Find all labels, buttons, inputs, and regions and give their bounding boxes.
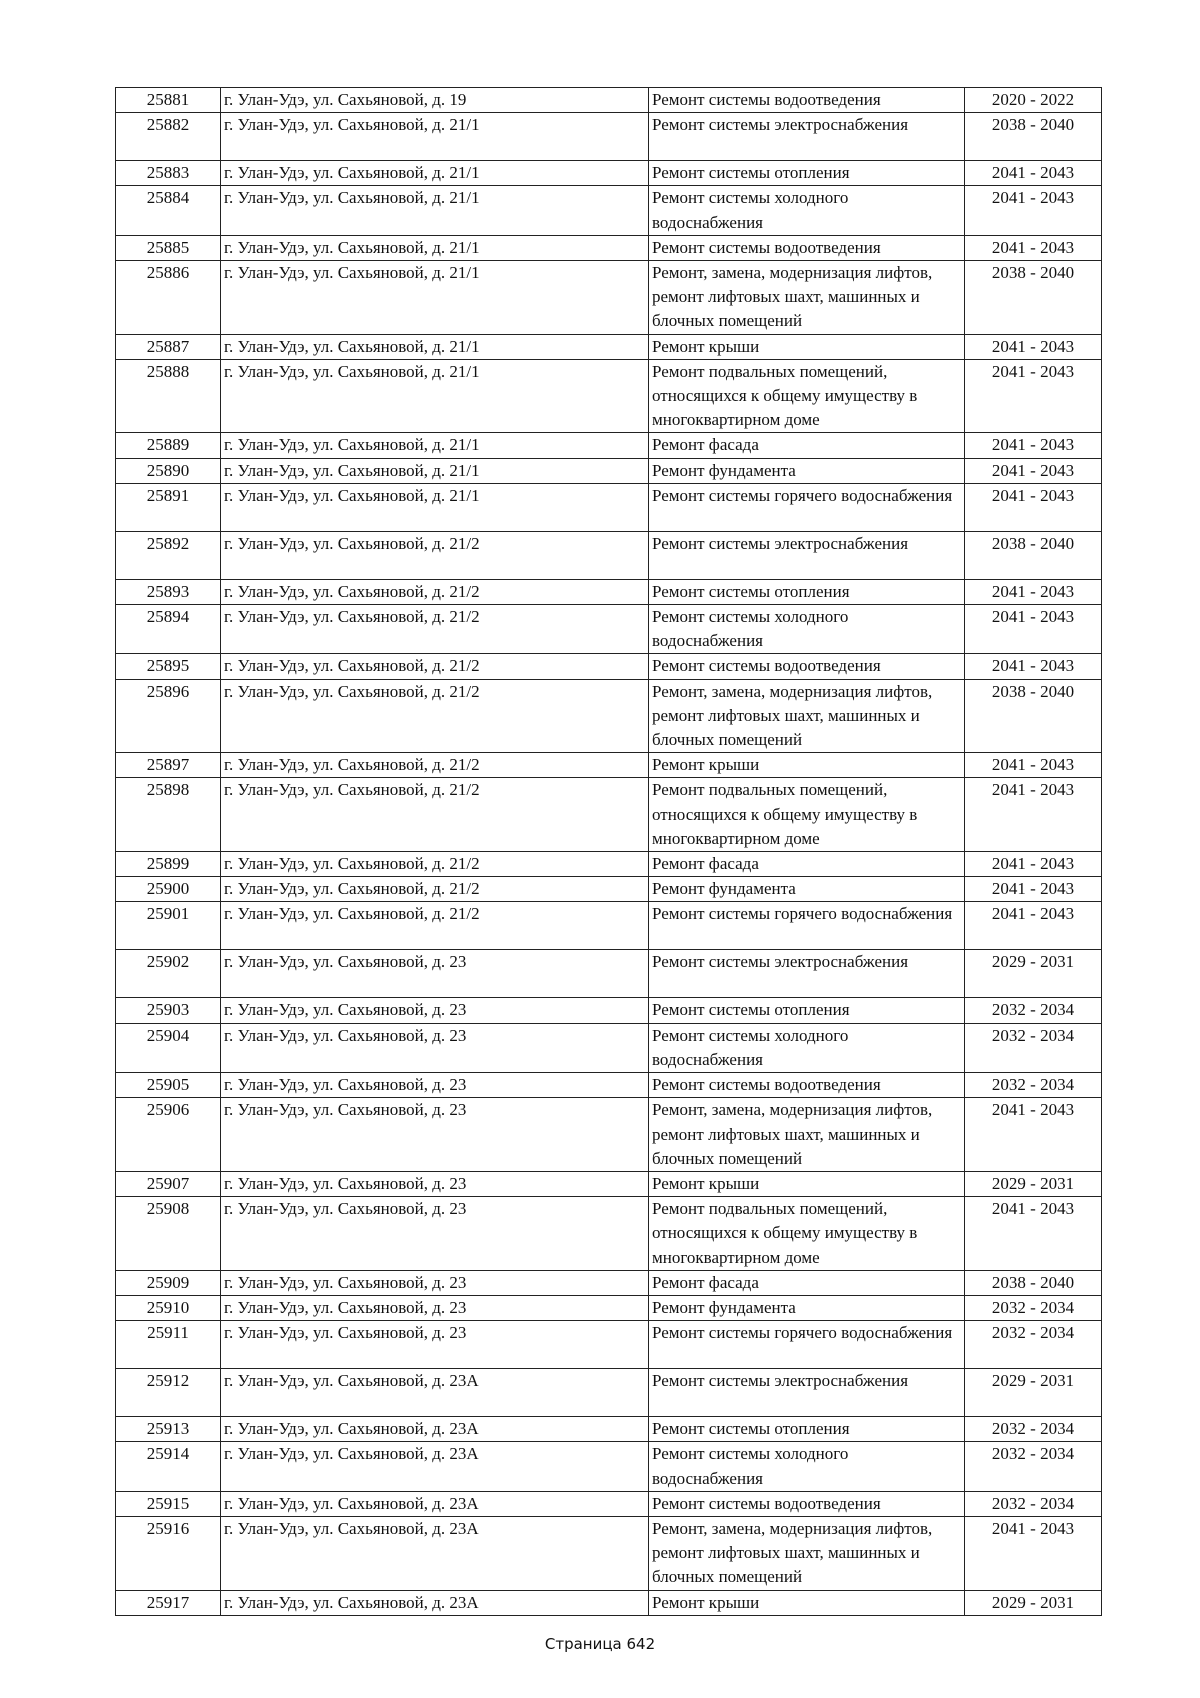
row-number-cell: 25904 xyxy=(116,1023,221,1072)
repair-schedule-table xyxy=(115,87,1102,1616)
period-cell: 2038 - 2040 xyxy=(965,531,1102,579)
row-number-cell: 25884 xyxy=(116,186,221,235)
address-cell: г. Улан-Удэ, ул. Сахьяновой, д. 23А xyxy=(221,1491,649,1516)
work-type-cell: Ремонт, замена, модернизация лифтов, ремонт лифтовых шахт, машинных и блочных помещений xyxy=(649,1098,965,1172)
table-row xyxy=(116,186,1102,235)
period-cell: 2041 - 2043 xyxy=(965,161,1102,186)
period-cell: 2041 - 2043 xyxy=(965,334,1102,359)
work-type-cell: Ремонт системы электроснабжения xyxy=(649,113,965,161)
period-cell: 2041 - 2043 xyxy=(965,579,1102,604)
work-type-cell: Ремонт системы водоотведения xyxy=(649,1491,965,1516)
row-number-cell: 25899 xyxy=(116,852,221,877)
row-number-cell: 25881 xyxy=(116,88,221,113)
address-cell: г. Улан-Удэ, ул. Сахьяновой, д. 21/2 xyxy=(221,654,649,679)
table-row xyxy=(116,1590,1102,1615)
table-row xyxy=(116,88,1102,113)
row-number-cell: 25896 xyxy=(116,679,221,753)
row-number-cell: 25908 xyxy=(116,1197,221,1271)
address-cell: г. Улан-Удэ, ул. Сахьяновой, д. 21/1 xyxy=(221,458,649,483)
table-row xyxy=(116,654,1102,679)
work-type-cell: Ремонт системы холодного водоснабжения xyxy=(649,186,965,235)
page-number: Страница 642 xyxy=(544,1635,656,1653)
table-row xyxy=(116,334,1102,359)
address-cell: г. Улан-Удэ, ул. Сахьяновой, д. 23 xyxy=(221,950,649,998)
period-cell: 2041 - 2043 xyxy=(965,852,1102,877)
period-cell: 2032 - 2034 xyxy=(965,1295,1102,1320)
work-type-cell: Ремонт крыши xyxy=(649,334,965,359)
table-row xyxy=(116,1491,1102,1516)
work-type-cell: Ремонт, замена, модернизация лифтов, ремонт лифтовых шахт, машинных и блочных помещений xyxy=(649,679,965,753)
table-row xyxy=(116,1197,1102,1271)
work-type-cell: Ремонт системы отопления xyxy=(649,579,965,604)
work-type-cell: Ремонт крыши xyxy=(649,753,965,778)
work-type-cell: Ремонт системы отопления xyxy=(649,1417,965,1442)
row-number-cell: 25898 xyxy=(116,778,221,852)
table-row xyxy=(116,753,1102,778)
address-cell: г. Улан-Удэ, ул. Сахьяновой, д. 21/1 xyxy=(221,161,649,186)
period-cell: 2041 - 2043 xyxy=(965,235,1102,260)
period-cell: 2038 - 2040 xyxy=(965,113,1102,161)
row-number-cell: 25917 xyxy=(116,1590,221,1615)
row-number-cell: 25891 xyxy=(116,483,221,531)
address-cell: г. Улан-Удэ, ул. Сахьяновой, д. 21/1 xyxy=(221,113,649,161)
address-cell: г. Улан-Удэ, ул. Сахьяновой, д. 23А xyxy=(221,1417,649,1442)
address-cell: г. Улан-Удэ, ул. Сахьяновой, д. 23А xyxy=(221,1442,649,1491)
table-row xyxy=(116,1171,1102,1196)
work-type-cell: Ремонт системы отопления xyxy=(649,161,965,186)
work-type-cell: Ремонт, замена, модернизация лифтов, ремонт лифтовых шахт, машинных и блочных помещений xyxy=(649,261,965,335)
table-row xyxy=(116,235,1102,260)
address-cell: г. Улан-Удэ, ул. Сахьяновой, д. 21/2 xyxy=(221,778,649,852)
row-number-cell: 25892 xyxy=(116,531,221,579)
period-cell: 2029 - 2031 xyxy=(965,1590,1102,1615)
period-cell: 2041 - 2043 xyxy=(965,902,1102,950)
row-number-cell: 25902 xyxy=(116,950,221,998)
work-type-cell: Ремонт фундамента xyxy=(649,877,965,902)
row-number-cell: 25907 xyxy=(116,1171,221,1196)
table-row xyxy=(116,1369,1102,1417)
table-row xyxy=(116,359,1102,433)
table-row xyxy=(116,950,1102,998)
table-row xyxy=(116,1098,1102,1172)
address-cell: г. Улан-Удэ, ул. Сахьяновой, д. 23 xyxy=(221,1098,649,1172)
table-row xyxy=(116,778,1102,852)
period-cell: 2041 - 2043 xyxy=(965,605,1102,654)
row-number-cell: 25895 xyxy=(116,654,221,679)
work-type-cell: Ремонт системы водоотведения xyxy=(649,1073,965,1098)
address-cell: г. Улан-Удэ, ул. Сахьяновой, д. 21/2 xyxy=(221,902,649,950)
address-cell: г. Улан-Удэ, ул. Сахьяновой, д. 23 xyxy=(221,1197,649,1271)
address-cell: г. Улан-Удэ, ул. Сахьяновой, д. 23А xyxy=(221,1590,649,1615)
row-number-cell: 25894 xyxy=(116,605,221,654)
row-number-cell: 25901 xyxy=(116,902,221,950)
address-cell: г. Улан-Удэ, ул. Сахьяновой, д. 23 xyxy=(221,1270,649,1295)
period-cell: 2041 - 2043 xyxy=(965,654,1102,679)
work-type-cell: Ремонт системы водоотведения xyxy=(649,88,965,113)
row-number-cell: 25905 xyxy=(116,1073,221,1098)
table-row xyxy=(116,433,1102,458)
row-number-cell: 25900 xyxy=(116,877,221,902)
work-type-cell: Ремонт, замена, модернизация лифтов, ремонт лифтовых шахт, машинных и блочных помещений xyxy=(649,1516,965,1590)
work-type-cell: Ремонт системы отопления xyxy=(649,998,965,1023)
period-cell: 2041 - 2043 xyxy=(965,1098,1102,1172)
table-row xyxy=(116,1023,1102,1072)
table-row xyxy=(116,458,1102,483)
table-row xyxy=(116,161,1102,186)
period-cell: 2032 - 2034 xyxy=(965,1491,1102,1516)
work-type-cell: Ремонт фасада xyxy=(649,1270,965,1295)
period-cell: 2041 - 2043 xyxy=(965,433,1102,458)
address-cell: г. Улан-Удэ, ул. Сахьяновой, д. 21/2 xyxy=(221,679,649,753)
row-number-cell: 25889 xyxy=(116,433,221,458)
period-cell: 2029 - 2031 xyxy=(965,1369,1102,1417)
work-type-cell: Ремонт фасада xyxy=(649,852,965,877)
row-number-cell: 25913 xyxy=(116,1417,221,1442)
address-cell: г. Улан-Удэ, ул. Сахьяновой, д. 23 xyxy=(221,1295,649,1320)
work-type-cell: Ремонт системы электроснабжения xyxy=(649,531,965,579)
period-cell: 2032 - 2034 xyxy=(965,1321,1102,1369)
work-type-cell: Ремонт системы горячего водоснабжения xyxy=(649,483,965,531)
period-cell: 2041 - 2043 xyxy=(965,877,1102,902)
address-cell: г. Улан-Удэ, ул. Сахьяновой, д. 21/1 xyxy=(221,261,649,335)
period-cell: 2038 - 2040 xyxy=(965,1270,1102,1295)
period-cell: 2041 - 2043 xyxy=(965,359,1102,433)
work-type-cell: Ремонт системы водоотведения xyxy=(649,235,965,260)
address-cell: г. Улан-Удэ, ул. Сахьяновой, д. 21/1 xyxy=(221,483,649,531)
table-row xyxy=(116,579,1102,604)
table-row xyxy=(116,1417,1102,1442)
address-cell: г. Улан-Удэ, ул. Сахьяновой, д. 21/2 xyxy=(221,852,649,877)
address-cell: г. Улан-Удэ, ул. Сахьяновой, д. 21/1 xyxy=(221,359,649,433)
work-type-cell: Ремонт подвальных помещений, относящихся к общему имуществу в многоквартирном доме xyxy=(649,359,965,433)
table-row xyxy=(116,852,1102,877)
table-row xyxy=(116,679,1102,753)
address-cell: г. Улан-Удэ, ул. Сахьяновой, д. 23А xyxy=(221,1369,649,1417)
period-cell: 2041 - 2043 xyxy=(965,778,1102,852)
address-cell: г. Улан-Удэ, ул. Сахьяновой, д. 21/2 xyxy=(221,753,649,778)
period-cell: 2020 - 2022 xyxy=(965,88,1102,113)
address-cell: г. Улан-Удэ, ул. Сахьяновой, д. 23 xyxy=(221,1321,649,1369)
row-number-cell: 25912 xyxy=(116,1369,221,1417)
work-type-cell: Ремонт фасада xyxy=(649,433,965,458)
table-row xyxy=(116,1270,1102,1295)
row-number-cell: 25886 xyxy=(116,261,221,335)
row-number-cell: 25888 xyxy=(116,359,221,433)
row-number-cell: 25885 xyxy=(116,235,221,260)
period-cell: 2041 - 2043 xyxy=(965,186,1102,235)
row-number-cell: 25887 xyxy=(116,334,221,359)
row-number-cell: 25909 xyxy=(116,1270,221,1295)
table-row xyxy=(116,1442,1102,1491)
table-row xyxy=(116,1516,1102,1590)
work-type-cell: Ремонт системы электроснабжения xyxy=(649,950,965,998)
row-number-cell: 25914 xyxy=(116,1442,221,1491)
work-type-cell: Ремонт системы холодного водоснабжения xyxy=(649,605,965,654)
address-cell: г. Улан-Удэ, ул. Сахьяновой, д. 21/2 xyxy=(221,579,649,604)
address-cell: г. Улан-Удэ, ул. Сахьяновой, д. 23 xyxy=(221,998,649,1023)
address-cell: г. Улан-Удэ, ул. Сахьяновой, д. 19 xyxy=(221,88,649,113)
period-cell: 2041 - 2043 xyxy=(965,458,1102,483)
work-type-cell: Ремонт подвальных помещений, относящихся к общему имуществу в многоквартирном доме xyxy=(649,778,965,852)
row-number-cell: 25903 xyxy=(116,998,221,1023)
table-row xyxy=(116,1295,1102,1320)
period-cell: 2041 - 2043 xyxy=(965,483,1102,531)
row-number-cell: 25883 xyxy=(116,161,221,186)
table-body xyxy=(116,88,1102,1616)
address-cell: г. Улан-Удэ, ул. Сахьяновой, д. 23 xyxy=(221,1171,649,1196)
period-cell: 2032 - 2034 xyxy=(965,1073,1102,1098)
period-cell: 2032 - 2034 xyxy=(965,1442,1102,1491)
address-cell: г. Улан-Удэ, ул. Сахьяновой, д. 21/2 xyxy=(221,877,649,902)
table-row xyxy=(116,998,1102,1023)
row-number-cell: 25897 xyxy=(116,753,221,778)
address-cell: г. Улан-Удэ, ул. Сахьяновой, д. 21/2 xyxy=(221,531,649,579)
table-row xyxy=(116,261,1102,335)
work-type-cell: Ремонт фундамента xyxy=(649,1295,965,1320)
row-number-cell: 25911 xyxy=(116,1321,221,1369)
address-cell: г. Улан-Удэ, ул. Сахьяновой, д. 21/1 xyxy=(221,235,649,260)
period-cell: 2032 - 2034 xyxy=(965,998,1102,1023)
table-row xyxy=(116,113,1102,161)
work-type-cell: Ремонт системы водоотведения xyxy=(649,654,965,679)
address-cell: г. Улан-Удэ, ул. Сахьяновой, д. 21/1 xyxy=(221,433,649,458)
period-cell: 2038 - 2040 xyxy=(965,261,1102,335)
table-row xyxy=(116,605,1102,654)
work-type-cell: Ремонт крыши xyxy=(649,1590,965,1615)
row-number-cell: 25890 xyxy=(116,458,221,483)
table-row xyxy=(116,877,1102,902)
address-cell: г. Улан-Удэ, ул. Сахьяновой, д. 23 xyxy=(221,1073,649,1098)
period-cell: 2029 - 2031 xyxy=(965,950,1102,998)
table-row xyxy=(116,531,1102,579)
address-cell: г. Улан-Удэ, ул. Сахьяновой, д. 21/1 xyxy=(221,186,649,235)
work-type-cell: Ремонт системы холодного водоснабжения xyxy=(649,1442,965,1491)
period-cell: 2032 - 2034 xyxy=(965,1417,1102,1442)
table-row xyxy=(116,1073,1102,1098)
address-cell: г. Улан-Удэ, ул. Сахьяновой, д. 21/2 xyxy=(221,605,649,654)
work-type-cell: Ремонт крыши xyxy=(649,1171,965,1196)
period-cell: 2032 - 2034 xyxy=(965,1023,1102,1072)
work-type-cell: Ремонт фундамента xyxy=(649,458,965,483)
period-cell: 2041 - 2043 xyxy=(965,1197,1102,1271)
table-row xyxy=(116,483,1102,531)
row-number-cell: 25910 xyxy=(116,1295,221,1320)
row-number-cell: 25882 xyxy=(116,113,221,161)
period-cell: 2041 - 2043 xyxy=(965,753,1102,778)
work-type-cell: Ремонт системы холодного водоснабжения xyxy=(649,1023,965,1072)
work-type-cell: Ремонт системы горячего водоснабжения xyxy=(649,902,965,950)
period-cell: 2038 - 2040 xyxy=(965,679,1102,753)
row-number-cell: 25893 xyxy=(116,579,221,604)
row-number-cell: 25915 xyxy=(116,1491,221,1516)
table-row xyxy=(116,1321,1102,1369)
period-cell: 2029 - 2031 xyxy=(965,1171,1102,1196)
row-number-cell: 25916 xyxy=(116,1516,221,1590)
period-cell: 2041 - 2043 xyxy=(965,1516,1102,1590)
work-type-cell: Ремонт подвальных помещений, относящихся к общему имуществу в многоквартирном доме xyxy=(649,1197,965,1271)
row-number-cell: 25906 xyxy=(116,1098,221,1172)
work-type-cell: Ремонт системы электроснабжения xyxy=(649,1369,965,1417)
address-cell: г. Улан-Удэ, ул. Сахьяновой, д. 21/1 xyxy=(221,334,649,359)
work-type-cell: Ремонт системы горячего водоснабжения xyxy=(649,1321,965,1369)
address-cell: г. Улан-Удэ, ул. Сахьяновой, д. 23 xyxy=(221,1023,649,1072)
address-cell: г. Улан-Удэ, ул. Сахьяновой, д. 23А xyxy=(221,1516,649,1590)
table-row xyxy=(116,902,1102,950)
